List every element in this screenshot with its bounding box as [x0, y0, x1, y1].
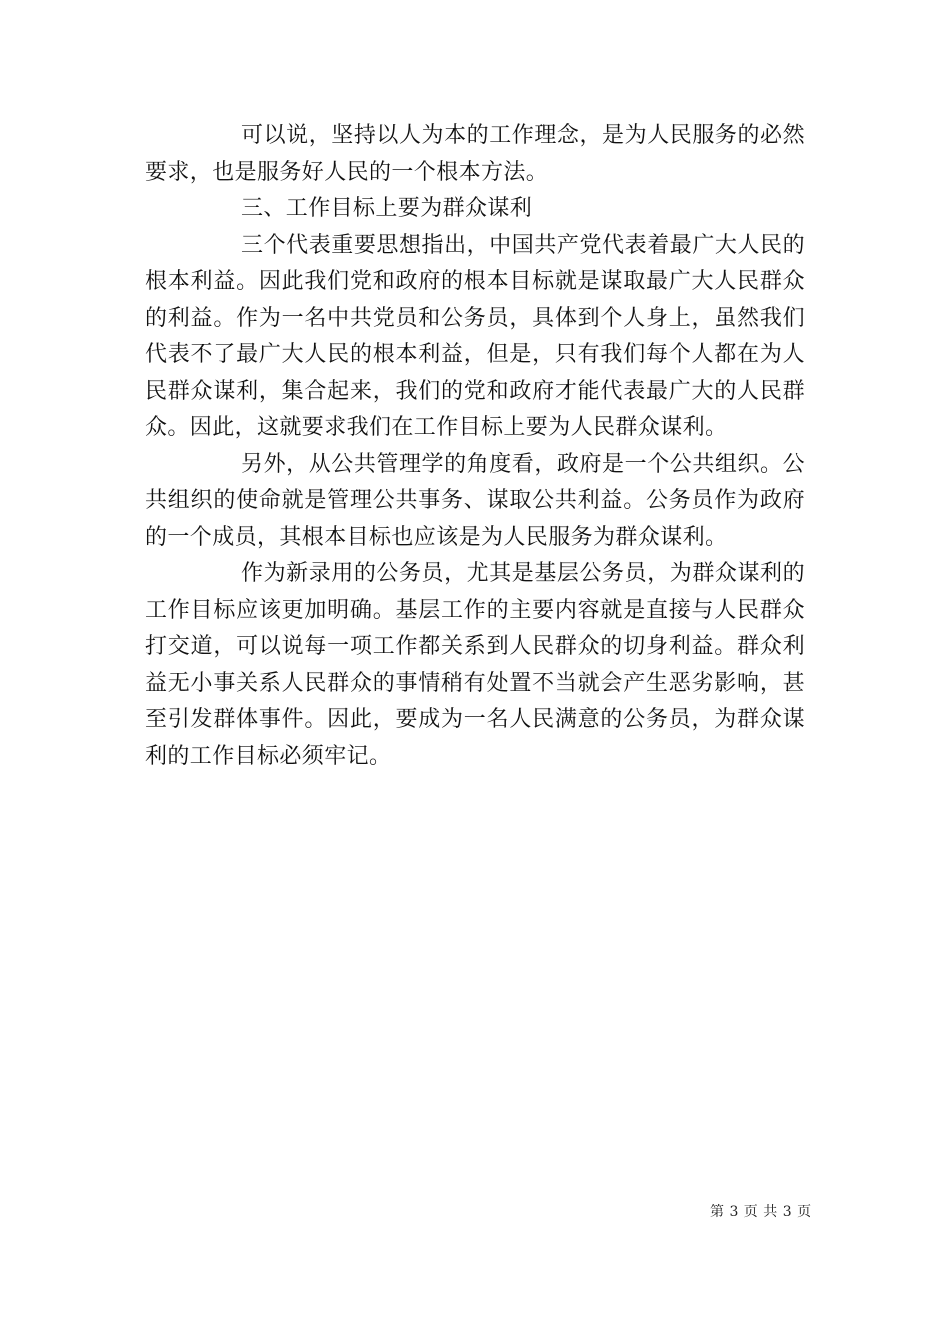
paragraph-2: 三个代表重要思想指出，中国共产党代表着最广大人民的根本利益。因此我们党和政府的根本目标就是谋取最广大人民群众的利益。作为一名中共党员和公务员，具体到个人身上，虽然我们代表不了最广大人民的根本利益，但是，只有我们每个人都在为人民群众谋利，集合起来，我们的党和政府才能代表最广大的人民群众。因此，这就要求我们在工作目标上要为人民群众谋利。: [145, 232, 805, 440]
paragraph-1: 可以说，坚持以人为本的工作理念，是为人民服务的必然要求，也是服务好人民的一个根本方法。: [145, 123, 805, 185]
section-heading: 三、工作目标上要为群众谋利: [241, 196, 533, 221]
paragraph-4: 作为新录用的公务员，尤其是基层公务员，为群众谋利的工作目标应该更加明确。基层工作的主要内容就是直接与人民群众打交道，可以说每一项工作都关系到人民群众的切身利益。群众利益无小事关系人民群众的事情稍有处置不当就会产生恶劣影响，甚至引发群体事件。因此，要成为一名人民满意的公务员，为群众谋利的工作目标必须牢记。: [145, 561, 805, 769]
document-body: [145, 118, 805, 775]
page-number-footer: 第 3 页 共 3 页: [710, 1204, 812, 1220]
paragraph-3: 另外，从公共管理学的角度看，政府是一个公共组织。公共组织的使命就是管理公共事务、谋取公共利益。公务员作为政府的一个成员，其根本目标也应该是为人民服务为群众谋利。: [145, 451, 805, 550]
